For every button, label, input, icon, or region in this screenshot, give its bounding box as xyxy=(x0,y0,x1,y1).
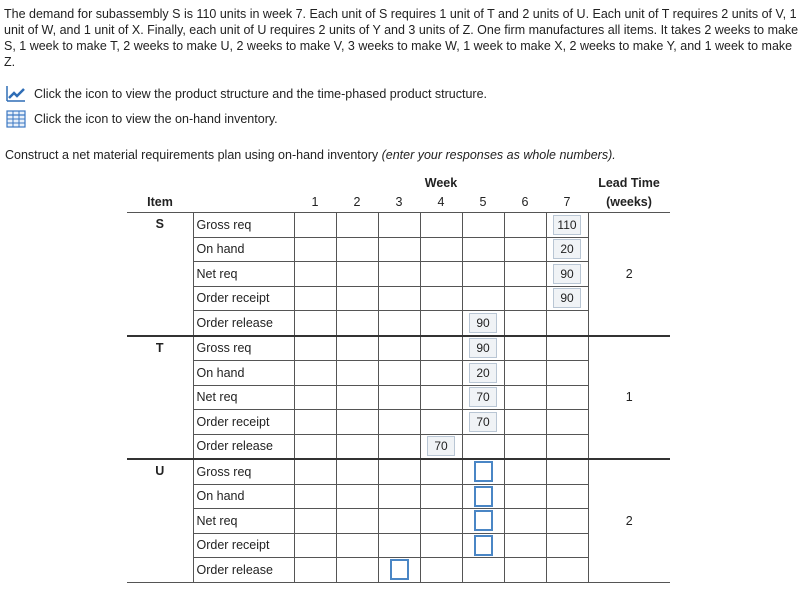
cell xyxy=(294,434,336,459)
row-label: On hand xyxy=(193,361,294,386)
product-structure-link[interactable] xyxy=(6,85,487,103)
cell-value: 20 xyxy=(553,239,581,259)
cell xyxy=(420,385,462,410)
cell xyxy=(336,558,378,583)
cell xyxy=(336,434,378,459)
cell xyxy=(504,509,546,534)
lead-time-value: 1 xyxy=(588,336,670,460)
instruction xyxy=(5,148,616,162)
instruction-main: Construct a net material requirements plan using on-hand inventory xyxy=(5,148,382,162)
row-label: On hand xyxy=(193,237,294,262)
cell xyxy=(336,336,378,361)
cell xyxy=(336,237,378,262)
cell-value: 90 xyxy=(553,264,581,284)
cell xyxy=(504,213,546,238)
cell xyxy=(378,237,420,262)
answer-input[interactable] xyxy=(474,461,493,482)
cell xyxy=(504,434,546,459)
cell xyxy=(462,213,504,238)
cell xyxy=(462,459,504,484)
item-header: Item xyxy=(127,191,193,213)
mrp-table xyxy=(127,175,670,583)
row-label: Order release xyxy=(193,558,294,583)
cell xyxy=(546,237,588,262)
product-structure-text: Click the icon to view the product structure and the time-phased product structure. xyxy=(34,87,488,101)
cell xyxy=(504,361,546,386)
cell xyxy=(294,385,336,410)
week-header: Week xyxy=(424,176,458,190)
cell xyxy=(378,385,420,410)
cell xyxy=(420,237,462,262)
cell xyxy=(378,262,420,287)
cell xyxy=(378,361,420,386)
row-label: Order receipt xyxy=(193,410,294,435)
cell xyxy=(420,311,462,336)
cell xyxy=(294,509,336,534)
item-u: U xyxy=(127,459,193,582)
answer-input[interactable] xyxy=(474,535,493,556)
row-label: Gross req xyxy=(193,459,294,484)
cell xyxy=(420,286,462,311)
cell xyxy=(504,558,546,583)
cell-value: 20 xyxy=(469,363,497,383)
instruction-hint: (enter your responses as whole numbers). xyxy=(381,148,616,162)
row-label: Net req xyxy=(193,385,294,410)
cell xyxy=(420,410,462,435)
week-number-5: 5 xyxy=(462,191,504,213)
lead-time-value: 2 xyxy=(588,459,670,582)
cell xyxy=(294,410,336,435)
cell xyxy=(294,361,336,386)
cell xyxy=(420,558,462,583)
item-t: T xyxy=(127,336,193,460)
item-s: S xyxy=(127,213,193,336)
cell xyxy=(294,311,336,336)
inventory-link[interactable] xyxy=(6,110,278,128)
table-row xyxy=(127,213,670,238)
cell xyxy=(420,509,462,534)
cell xyxy=(504,311,546,336)
cell xyxy=(294,484,336,509)
week-number-6: 6 xyxy=(504,191,546,213)
answer-input[interactable] xyxy=(474,510,493,531)
problem-statement: The demand for subassembly S is 110 units in week 7. Each unit of S requires 1 unit of T and 2 units of U. Each unit of T requires 2 units of V, 1 unit of W, and 1 unit of X. Finally, each unit of U requires 2 units of Y and 3 units of Z. One firm manufactures all items. It takes 2 weeks to make S, 1 week to make T, 2 weeks to make U, 2 weeks to make V, 3 weeks to make W, 1 week to make X, 2 weeks to make Y, and 1 week to make Z. xyxy=(4,7,799,69)
cell xyxy=(294,336,336,361)
cell xyxy=(546,336,588,361)
cell-value: 90 xyxy=(553,288,581,308)
cell xyxy=(420,213,462,238)
answer-input[interactable] xyxy=(390,559,409,580)
cell xyxy=(546,361,588,386)
cell xyxy=(336,213,378,238)
cell xyxy=(336,361,378,386)
cell xyxy=(462,361,504,386)
cell xyxy=(378,410,420,435)
chart-icon[interactable] xyxy=(6,85,26,103)
cell xyxy=(546,385,588,410)
cell xyxy=(504,484,546,509)
inventory-text: Click the icon to view the on-hand inventory. xyxy=(34,112,278,126)
row-label: Order release xyxy=(193,311,294,336)
week-number-1: 1 xyxy=(294,191,336,213)
cell xyxy=(420,533,462,558)
cell xyxy=(504,237,546,262)
cell xyxy=(336,286,378,311)
cell xyxy=(462,237,504,262)
table-row xyxy=(127,336,670,361)
cell xyxy=(336,509,378,534)
cell xyxy=(462,336,504,361)
cell xyxy=(462,410,504,435)
cell xyxy=(294,213,336,238)
blank-cell xyxy=(127,175,193,191)
cell xyxy=(420,459,462,484)
week-number-7: 7 xyxy=(546,191,588,213)
cell xyxy=(546,286,588,311)
cell xyxy=(378,459,420,484)
cell xyxy=(378,484,420,509)
week-number-4: 4 xyxy=(420,191,462,213)
cell xyxy=(294,459,336,484)
row-label: Order release xyxy=(193,434,294,459)
cell xyxy=(462,533,504,558)
cell xyxy=(336,484,378,509)
lead-time-unit-header: (weeks) xyxy=(588,191,670,213)
cell xyxy=(336,410,378,435)
cell xyxy=(504,410,546,435)
cell xyxy=(378,336,420,361)
table-row xyxy=(127,459,670,484)
cell xyxy=(420,336,462,361)
row-label: Net req xyxy=(193,262,294,287)
cell xyxy=(504,385,546,410)
cell xyxy=(462,484,504,509)
cell xyxy=(336,533,378,558)
blank-cell xyxy=(193,175,294,191)
cell xyxy=(420,434,462,459)
cell xyxy=(546,262,588,287)
cell xyxy=(546,533,588,558)
row-label: Order receipt xyxy=(193,533,294,558)
row-label: On hand xyxy=(193,484,294,509)
cell xyxy=(336,311,378,336)
cell xyxy=(504,533,546,558)
cell-value: 70 xyxy=(469,387,497,407)
cell xyxy=(294,286,336,311)
cell xyxy=(546,558,588,583)
cell xyxy=(462,385,504,410)
cell xyxy=(546,311,588,336)
cell xyxy=(378,434,420,459)
row-label: Gross req xyxy=(193,213,294,238)
cell xyxy=(294,533,336,558)
cell-value: 110 xyxy=(553,215,581,235)
row-label: Net req xyxy=(193,509,294,534)
cell xyxy=(336,262,378,287)
blank-cell xyxy=(193,191,294,213)
table-icon[interactable] xyxy=(6,110,26,128)
cell xyxy=(462,509,504,534)
cell xyxy=(378,286,420,311)
row-label: Order receipt xyxy=(193,286,294,311)
cell xyxy=(546,509,588,534)
cell xyxy=(420,361,462,386)
cell xyxy=(504,286,546,311)
row-label: Gross req xyxy=(193,336,294,361)
lead-time-value: 2 xyxy=(588,213,670,336)
week-number-3: 3 xyxy=(378,191,420,213)
cell-value: 90 xyxy=(469,338,497,358)
answer-input[interactable] xyxy=(474,486,493,507)
cell xyxy=(420,262,462,287)
cell xyxy=(504,262,546,287)
cell xyxy=(546,213,588,238)
cell xyxy=(378,311,420,336)
cell xyxy=(462,434,504,459)
week-number-2: 2 xyxy=(336,191,378,213)
cell xyxy=(336,459,378,484)
cell xyxy=(378,509,420,534)
cell xyxy=(504,459,546,484)
cell-value: 70 xyxy=(427,436,455,456)
cell xyxy=(420,484,462,509)
cell xyxy=(462,262,504,287)
cell xyxy=(294,262,336,287)
cell xyxy=(294,558,336,583)
cell xyxy=(378,533,420,558)
cell xyxy=(462,286,504,311)
cell xyxy=(504,336,546,361)
cell xyxy=(462,558,504,583)
cell xyxy=(336,385,378,410)
cell xyxy=(294,237,336,262)
cell xyxy=(462,311,504,336)
cell xyxy=(378,558,420,583)
cell xyxy=(546,484,588,509)
cell xyxy=(378,213,420,238)
cell xyxy=(546,434,588,459)
lead-time-header: Lead Time xyxy=(598,176,660,190)
cell-value: 90 xyxy=(469,313,497,333)
cell xyxy=(546,459,588,484)
cell xyxy=(546,410,588,435)
cell-value: 70 xyxy=(469,412,497,432)
